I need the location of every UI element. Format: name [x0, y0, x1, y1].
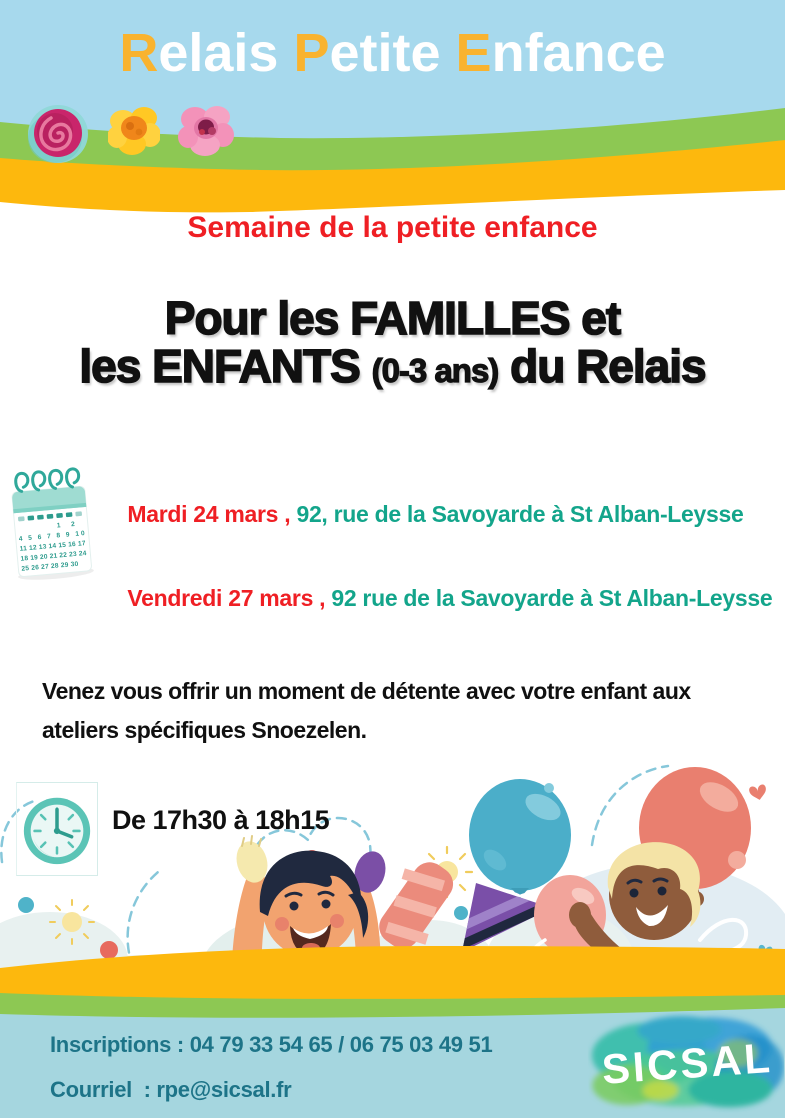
description-line-2: ateliers spécifiques Snoezelen.	[42, 716, 367, 743]
schedule-row	[16, 782, 329, 876]
session-date-1	[103, 474, 744, 555]
calendar-icon	[2, 462, 100, 584]
inscriptions-phone: Inscriptions : 04 79 33 54 65 / 06 75 03 49 51	[50, 1032, 493, 1057]
event-description	[42, 672, 752, 749]
date-1-day: Mardi 24 mars ,	[127, 501, 291, 527]
clock-icon	[16, 782, 98, 876]
heading-age-range: (0-3 ans)	[371, 352, 499, 390]
date-1-address: 92, rue de la Savoyarde à St Alban-Leysse	[290, 501, 744, 527]
contact-email: Courriel : rpe@sicsal.fr	[50, 1077, 292, 1102]
pink-flower-icon	[178, 101, 234, 157]
schedule-time: De 17h30 à 18h15	[112, 804, 330, 835]
title-text: nfance	[491, 23, 666, 83]
calendar-week-row: 25 26 27 28 29 30	[21, 560, 79, 573]
title-initial-p: P	[293, 23, 330, 83]
calendar-week-row: 4 5 6 7 8 9 10	[18, 530, 85, 543]
date-2-address: 92 rue de la Savoyarde à St Alban-Leysse	[325, 585, 773, 611]
flower-decorations	[26, 101, 252, 165]
event-subtitle: Semaine de la petite enfance	[187, 211, 598, 244]
title-text: elais	[158, 23, 294, 83]
heading-line-2: les ENFANTS (0-3 ans) du Relais	[79, 340, 706, 393]
calendar-week-row: 1 2	[56, 520, 76, 530]
date-2-day: Vendredi 27 mars ,	[127, 585, 326, 611]
calendar-week-row: 18 19 20 21 22 23 24	[20, 550, 87, 563]
spiral-flower-icon	[26, 101, 90, 165]
sicsal-logo-text: SICSAL	[600, 1034, 772, 1093]
title-initial-r: R	[119, 23, 159, 83]
yellow-flower-icon	[108, 101, 160, 157]
title-text: etite	[329, 23, 456, 83]
title-initial-e: E	[455, 23, 492, 83]
calendar-week-row: 11 12 13 14 15 16 17	[19, 540, 86, 553]
main-heading	[0, 294, 785, 391]
heading-line-1: Pour les FAMILLES et	[164, 292, 621, 344]
session-date-2	[103, 558, 772, 639]
page-title	[0, 24, 785, 83]
heart-icon	[748, 784, 767, 802]
sicsal-logo	[587, 1010, 785, 1117]
description-line-1: Venez vous offrir un moment de détente avec votre enfant aux	[42, 678, 691, 704]
